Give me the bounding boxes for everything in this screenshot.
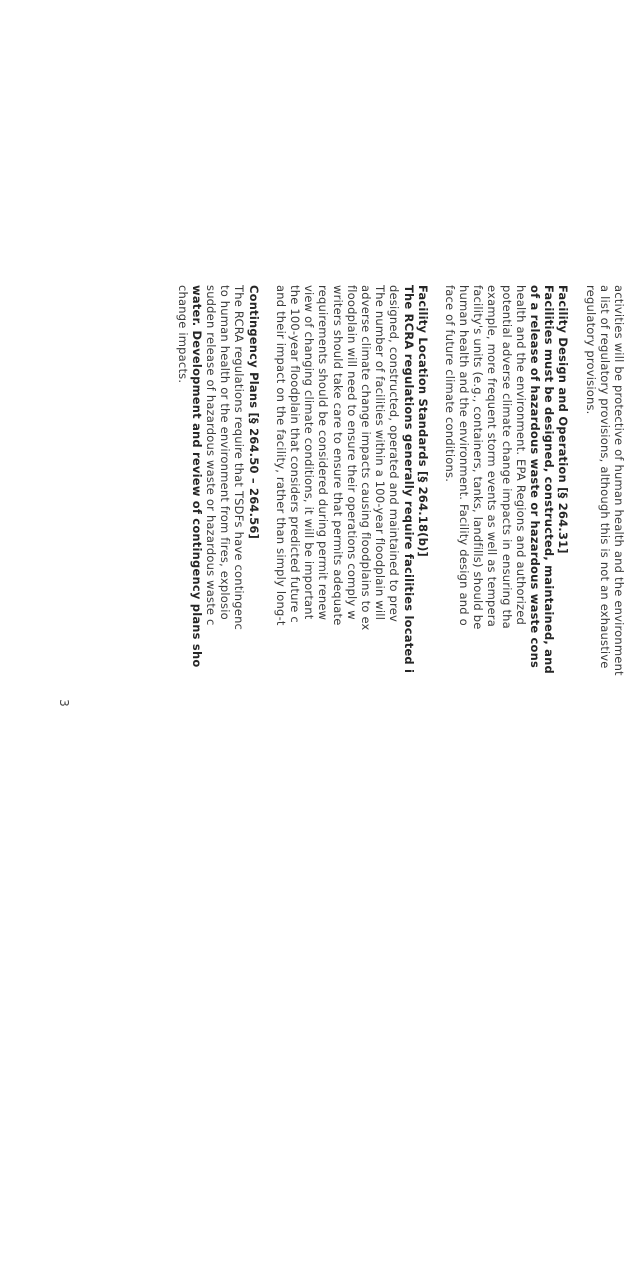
paragraph-line: The RCRA regulations generally require facilities located i <box>401 285 416 674</box>
paragraph-line: sudden release of hazardous waste or hazardous waste c <box>204 285 219 626</box>
paragraph-line: potential adverse climate change impacts in ensuring tha <box>499 285 514 629</box>
paragraph-line: water. Development and review of contingency plans sho <box>189 285 204 668</box>
paragraph-line: facility's units (e.g., containers, tanks, landfills) should be <box>471 285 486 630</box>
intro-line: activities will be protective of human health and the environment <box>612 285 626 676</box>
paragraph-line: example, more frequent storm events as well as tempera <box>485 285 500 627</box>
paragraph-line: change impacts. <box>175 285 190 384</box>
paragraph-line: of a release of hazardous waste or hazardous waste cons <box>528 285 543 669</box>
paragraph-line: Facilities must be designed, constructed, maintained, and <box>542 285 557 674</box>
paragraph-line: requirements should be considered during permit renew <box>316 285 331 621</box>
paragraph-line: view of changing climate conditions, it will be important <box>302 285 317 620</box>
location-standards-section <box>274 285 430 1285</box>
paragraph-line: to human health or the environment from fires, explosio <box>218 285 233 620</box>
paragraph-line: floodplain will need to ensure their operations comply w <box>344 285 359 620</box>
contingency-section <box>176 285 261 1285</box>
facility-design-heading: Facility Design and Operation [§ 264.31] <box>556 285 571 554</box>
location-standards-heading: Facility Location Standards [§ 264.18(b)] <box>415 285 430 557</box>
paragraph-line: the 100-year floodplain that considers predicted future c <box>288 285 303 623</box>
paragraph-line: designed, constructed, operated and maintained to prev <box>387 285 402 622</box>
paragraph-line: adverse climate change impacts causing floodplains to ex <box>359 285 373 631</box>
intro-line: regulatory provisions. <box>583 285 598 415</box>
paragraph-line: The number of facilities within a 100-year floodplain will <box>373 285 388 621</box>
paragraph-line: writers should take care to ensure that permits adequate <box>330 285 345 626</box>
paragraph-line: and their impact on the facility, rather than simply long-t <box>273 285 288 626</box>
paragraph-line: face of future climate conditions. <box>442 285 457 483</box>
paragraph-line: The RCRA regulations require that TSDFs have contingenc <box>232 285 247 631</box>
page-text-rotated <box>176 285 626 1285</box>
facility-design-section <box>443 285 571 1285</box>
page-number: 3 <box>56 699 71 707</box>
paragraph-line: human health and the environment. Facility design and o <box>457 285 472 626</box>
paragraph-line: health and the environment. EPA Regions and authorized <box>513 285 528 626</box>
intro-line: a list of regulatory provisions, although this is not an exhaustive <box>597 285 612 669</box>
contingency-heading: Contingency Plans [§ 264.50 – 264.56] <box>246 285 261 540</box>
intro-paragraph <box>583 285 626 1285</box>
